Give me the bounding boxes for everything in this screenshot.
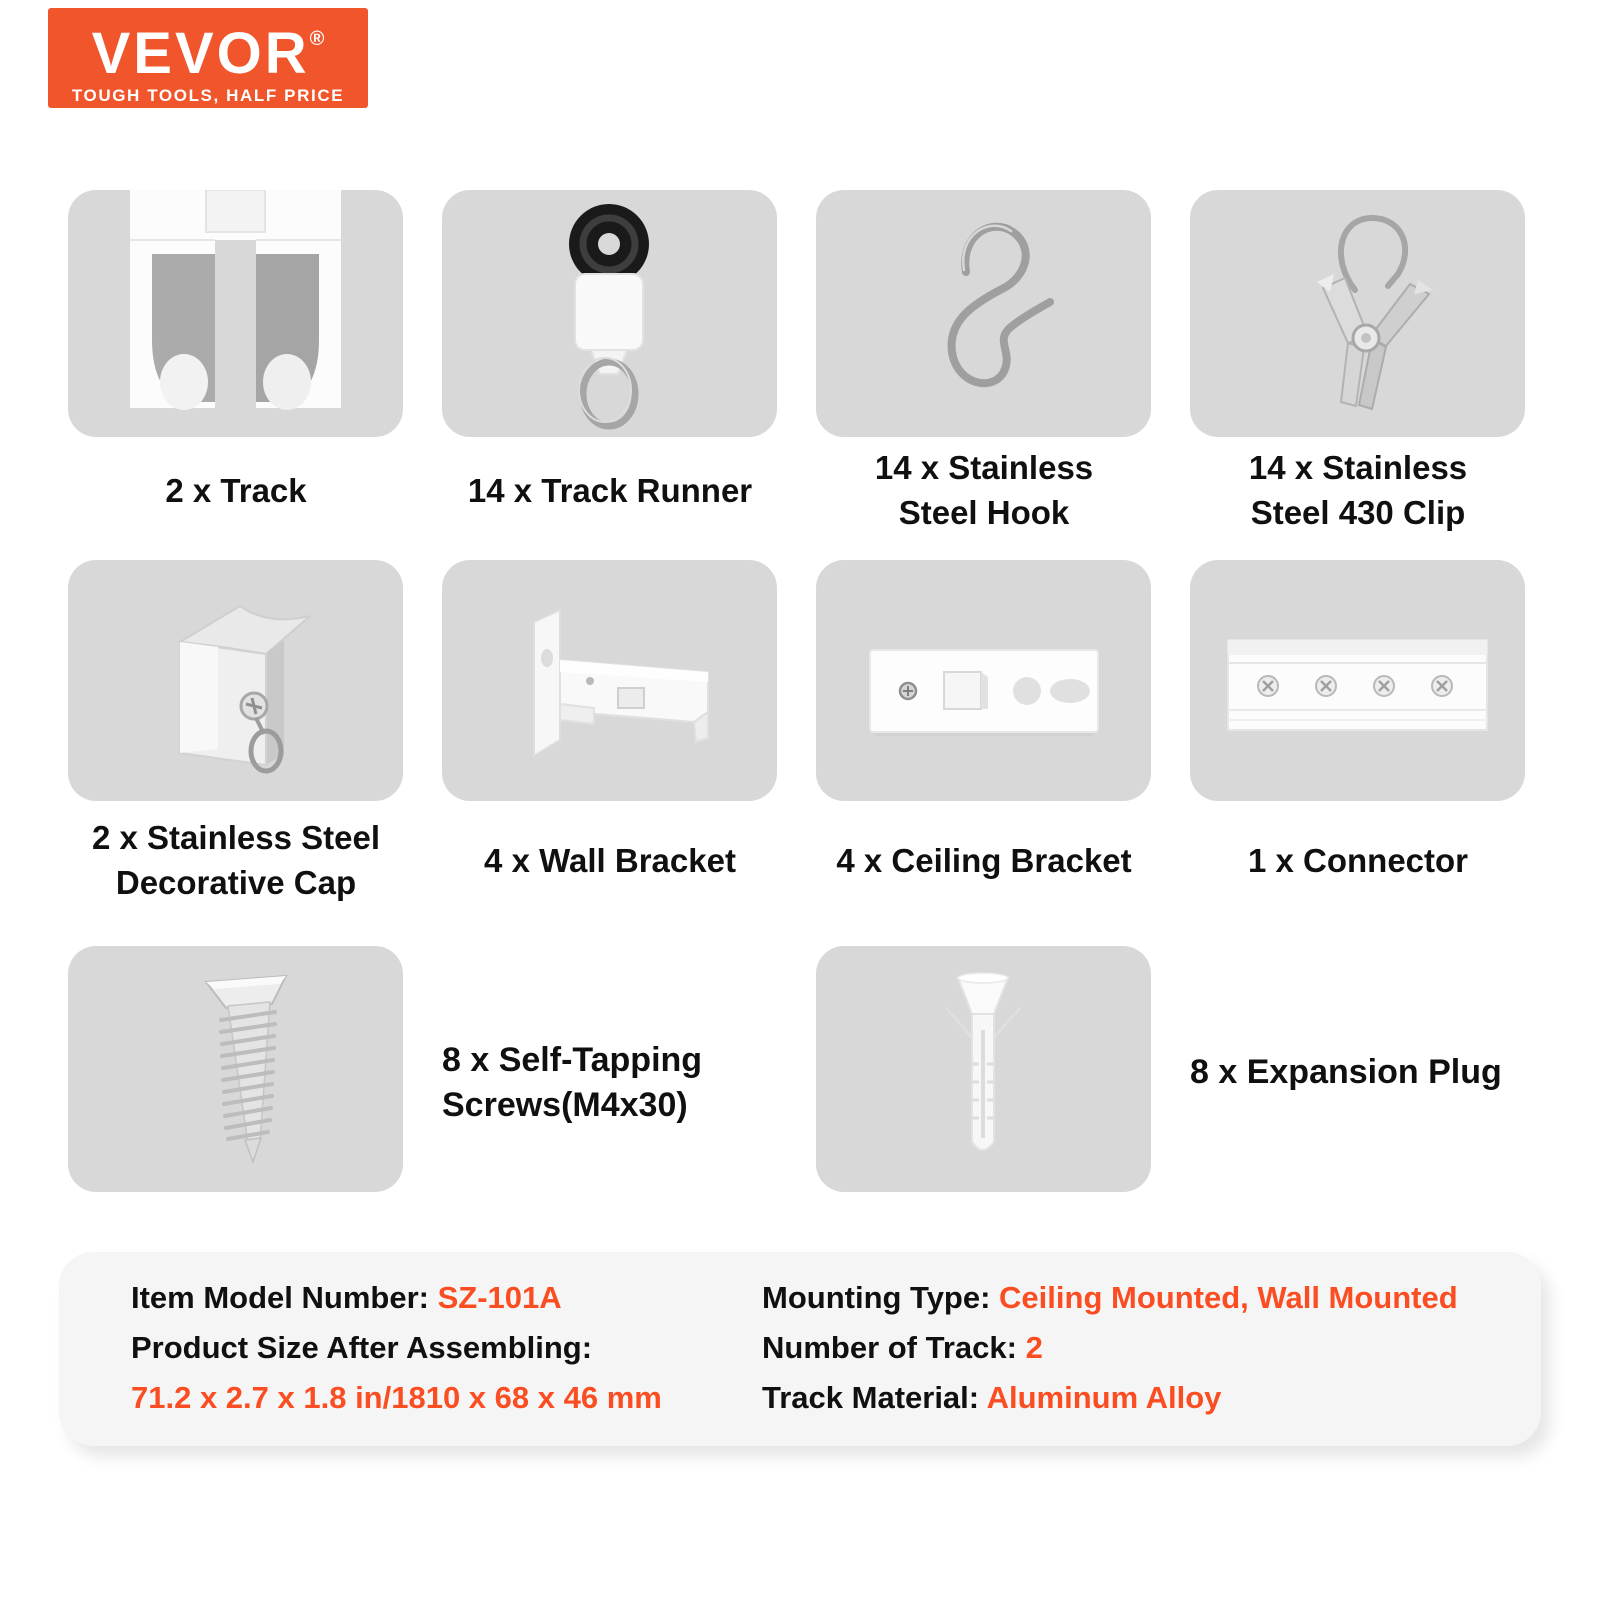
- part-tile-wall-bracket: [442, 560, 777, 801]
- part-tile-decorative-cap: [68, 560, 403, 801]
- wall-bracket-image: [442, 560, 777, 801]
- stainless-steel-430-clip-image: [1190, 190, 1525, 437]
- self-tapping-screws-image: [68, 946, 403, 1192]
- expansion-plug-image: [816, 946, 1151, 1192]
- part-tile-track-runner: [442, 190, 777, 437]
- spec-mounting-type: Mounting Type: Ceiling Mounted, Wall Mounted: [762, 1280, 1458, 1315]
- part-tile-track: [68, 190, 403, 437]
- brand-tagline: TOUGH TOOLS, HALF PRICE: [71, 86, 345, 105]
- specs-right-column: [762, 1273, 1458, 1423]
- specs-panel: [59, 1252, 1541, 1446]
- vevor-logo: [48, 8, 368, 108]
- brand-name: VEVOR®: [91, 21, 325, 86]
- part-label-track-runner: 14 x Track Runner: [467, 471, 753, 509]
- stainless-steel-hook-image: [816, 190, 1151, 437]
- spec-item-model-number: Item Model Number: SZ-101A: [131, 1280, 562, 1315]
- spec-product-size-value: 71.2 x 2.7 x 1.8 in/1810 x 68 x 46 mm: [131, 1380, 662, 1415]
- spec-track-material: Track Material: Aluminum Alloy: [762, 1380, 1222, 1415]
- part-label-stainless-steel-hook: 14 x Stainless Steel Hook: [874, 449, 1094, 531]
- part-tile-expansion-plug: [816, 946, 1151, 1192]
- part-label-decorative-cap: 2 x Stainless Steel Decorative Cap: [92, 819, 380, 901]
- connector-image: [1190, 560, 1525, 801]
- part-label-self-tapping-screws: 8 x Self-Tapping Screws(M4x30): [442, 1041, 703, 1124]
- part-label-wall-bracket: 4 x Wall Bracket: [484, 841, 736, 879]
- specs-left-column: [131, 1273, 662, 1423]
- spec-number-of-track: Number of Track: 2: [762, 1330, 1043, 1365]
- part-tile-connector: [1190, 560, 1525, 801]
- part-label-stainless-steel-430-clip: 14 x Stainless Steel 430 Clip: [1248, 449, 1468, 531]
- part-tile-self-tapping-screws: [68, 946, 403, 1192]
- ceiling-bracket-image: [816, 560, 1151, 801]
- part-tile-ceiling-bracket: [816, 560, 1151, 801]
- part-label-expansion-plug: 8 x Expansion Plug: [1190, 1053, 1502, 1091]
- part-label-ceiling-bracket: 4 x Ceiling Bracket: [836, 841, 1132, 879]
- part-label-connector: 1 x Connector: [1247, 841, 1469, 879]
- part-label-track: 2 x Track: [165, 471, 307, 509]
- part-tile-stainless-steel-430-clip: [1190, 190, 1525, 437]
- registered-mark: ®: [309, 28, 325, 50]
- part-tile-stainless-steel-hook: [816, 190, 1151, 437]
- decorative-cap-image: [68, 560, 403, 801]
- track-image: [68, 190, 403, 437]
- track-runner-image: [442, 190, 777, 437]
- spec-product-size-label: Product Size After Assembling:: [131, 1330, 593, 1365]
